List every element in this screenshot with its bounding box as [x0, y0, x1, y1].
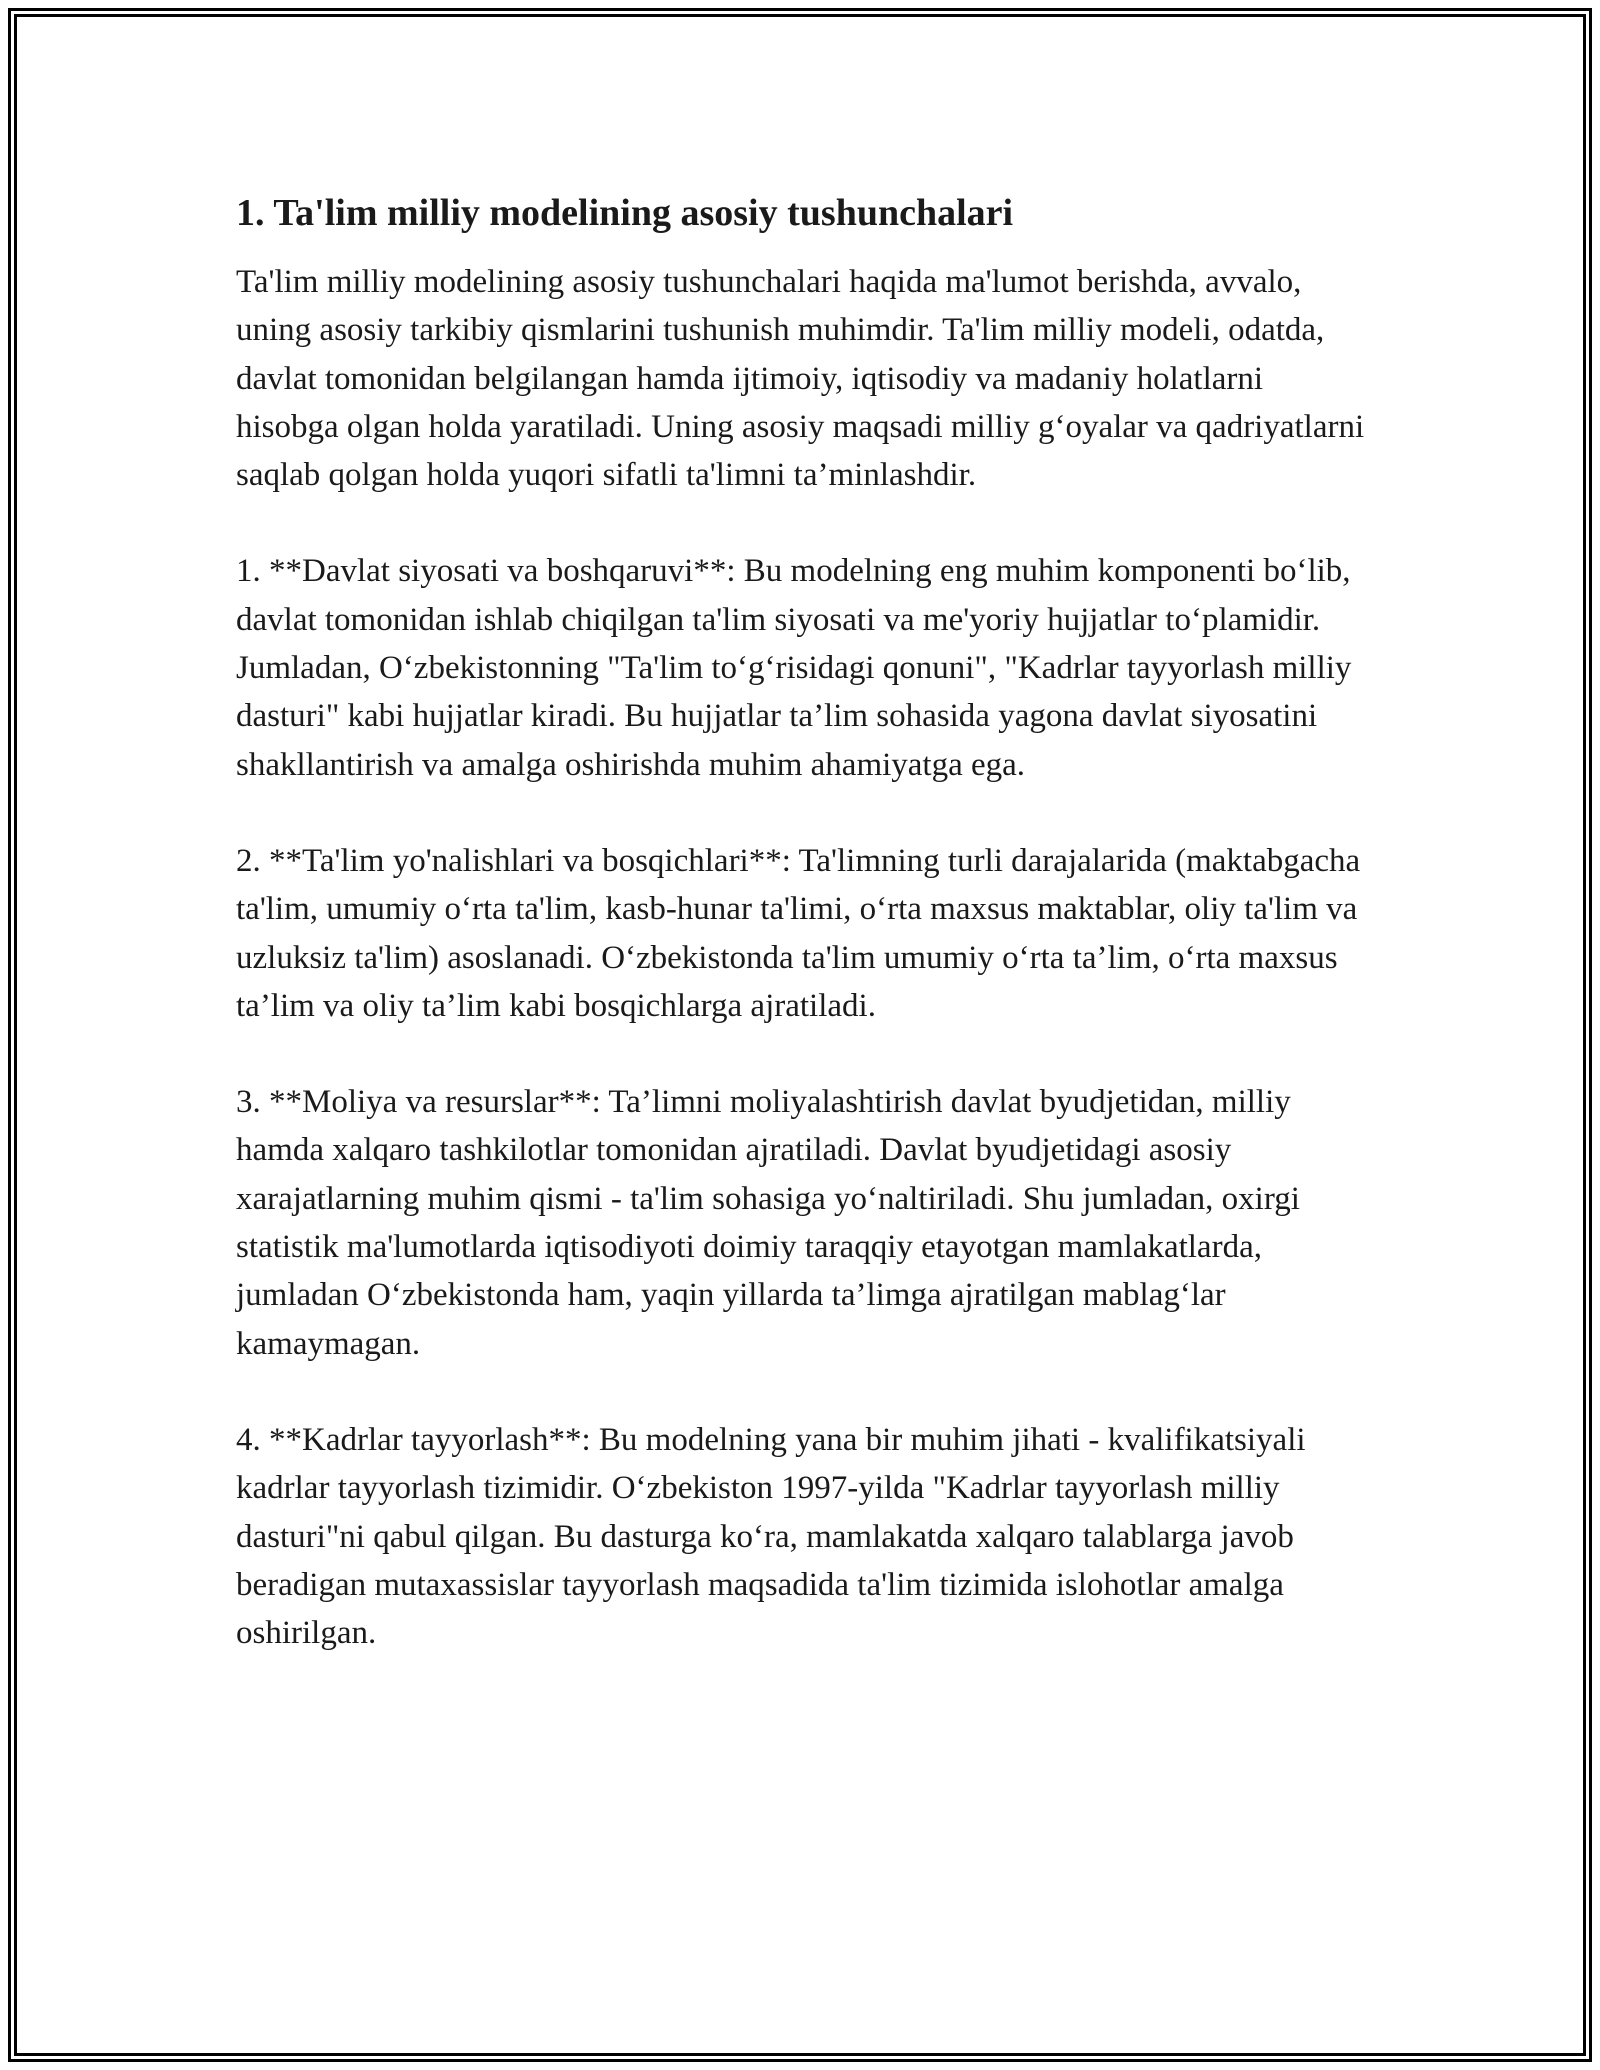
intro-paragraph: Ta'lim milliy modelining asosiy tushunchalari haqida ma'lumot berishda, avvalo, uning asosiy tarkibiy qismlarini tushunish muhimdir. Ta'lim milliy modeli, odatda, davlat tomonidan belgilangan hamda ijtimoiy, iqtisodiy va madaniy holatlarni hisobga olgan holda yaratiladi. Uning asosiy maqsadi milliy g‘oyalar va qadriyatlarni saqlab qolgan holda yuqori sifatli ta'limni ta’minlashdir.: [236, 264, 1365, 494]
section-title: 1. Ta'lim milliy modelining asosiy tushunchalari: [236, 192, 1014, 234]
document-body: [236, 188, 1366, 1657]
paragraph-state-policy: 1. **Davlat siyosati va boshqaruvi**: Bu modelning eng muhim komponenti bo‘lib, davlat tomonidan ishlab chiqilgan ta'lim siyosati va me'yoriy hujjatlar to‘plamidir. Jumladan, O‘zbekistonning "Ta'lim to‘g‘risidagi qonuni", "Kadrlar tayyorlash milliy dasturi" kabi hujjatlar kiradi. Bu hujjatlar ta’lim sohasida yagona davlat siyosatini shakllantirish va amalga oshirishda muhim ahamiyatga ega.: [236, 553, 1352, 783]
paragraph-education-levels: 2. **Ta'lim yo'nalishlari va bosqichlari**: Ta'limning turli darajalarida (maktabgacha ta'lim, umumiy o‘rta ta'lim, kasb-hunar ta'limi, o‘rta maxsus maktablar, oliy ta'lim va uzluksiz ta'lim) asoslanadi. O‘zbekistonda ta'lim umumiy o‘rta ta’lim, o‘rta maxsus ta’lim va oliy ta’lim kabi bosqichlarga ajratiladi.: [236, 842, 1361, 1024]
paragraph-personnel-training: 4. **Kadrlar tayyorlash**: Bu modelning yana bir muhim jihati - kvalifikatsiyali kadrlar tayyorlash tizimidir. O‘zbekiston 1997-yilda "Kadrlar tayyorlash milliy dasturi"ni qabul qilgan. Bu dasturga ko‘ra, mamlakatda xalqaro talablarga javob beradigan mutaxassislar tayyorlash maqsadida ta'lim tizimida islohotlar amalga oshirilgan.: [236, 1421, 1306, 1652]
paragraph-finance-resources: 3. **Moliya va resurslar**: Ta’limni moliyalashtirish davlat byudjetidan, milliy hamda xalqaro tashkilotlar tomonidan ajratiladi. Davlat byudjetidagi asosiy xarajatlarning muhim qismi - ta'lim sohasiga yo‘naltiriladi. Shu jumladan, oxirgi statistik ma'lumotlarda iqtisodiyoti doimiy taraqqiy etayotgan mamlakatlarda, jumladan O‘zbekistonda ham, yaqin yillarda ta’limga ajratilgan mablag‘lar kamaymagan.: [236, 1084, 1300, 1362]
